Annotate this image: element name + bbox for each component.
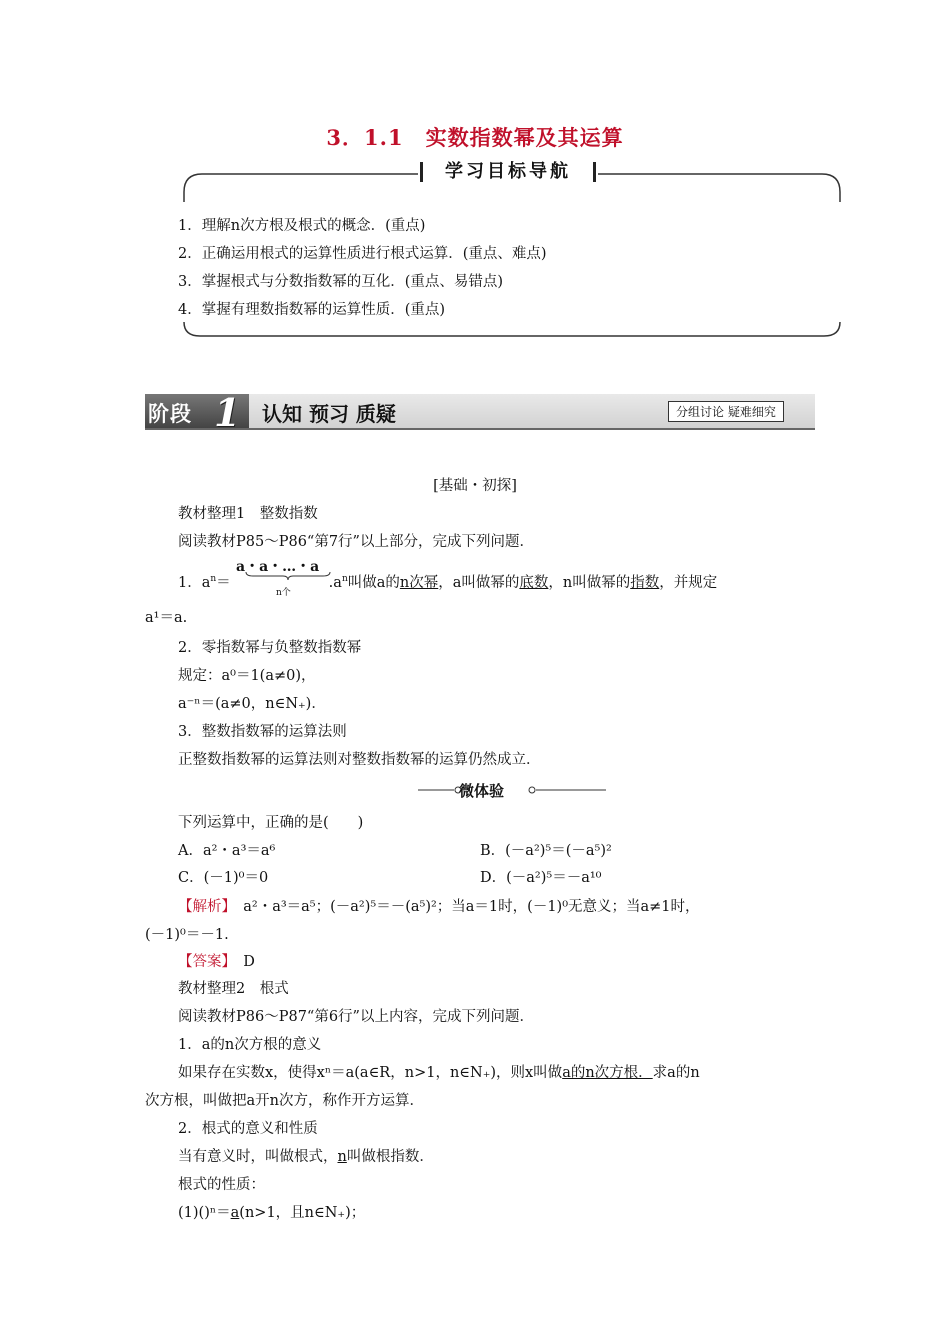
underbrace bbox=[245, 571, 331, 581]
micro-experience-divider bbox=[418, 780, 608, 800]
goal-item: 3．掌握根式与分数指数幂的互化．(重点、易错点) bbox=[178, 274, 504, 290]
text-line: 当有意义时，叫做根式，n叫做根指数． bbox=[178, 1149, 434, 1165]
stage-word: 阶段 bbox=[148, 402, 192, 426]
analysis-label: 【解析】 bbox=[178, 899, 229, 915]
text-line: (－1)⁰＝－1. bbox=[145, 927, 229, 943]
goal-item: 1．理解n次方根及根式的概念．(重点) bbox=[178, 218, 426, 234]
text-line: 教材整理2 根式 bbox=[178, 981, 289, 997]
analysis-line: 【解析】 a²・a³＝a⁵；(－a²)⁵＝－(a⁵)²；当a＝1时，(－1)⁰无意义；当a≠1时， bbox=[178, 899, 700, 915]
answer-label: 【答案】 bbox=[178, 954, 229, 970]
text-line: 教材整理1 整数指数 bbox=[178, 506, 318, 522]
definition-line: 如果存在实数x，使得xⁿ＝a(a∈R，n>1，n∈N₊)，则x叫做a的n次方根．求a的n bbox=[178, 1065, 700, 1081]
goal-item: 2．正确运用根式的运算性质进行根式运算．(重点、难点) bbox=[178, 246, 547, 262]
option-a: A．a²・a³＝a⁶ bbox=[178, 843, 276, 859]
text-line: 1．a的n次方根的意义 bbox=[178, 1037, 322, 1053]
text-line: a⁻ⁿ＝(a≠0，n∈N₊)． bbox=[178, 696, 326, 712]
text-line: 次方根，叫做把a开n次方，称作开方运算． bbox=[145, 1093, 424, 1109]
goal-item: 4．掌握有理数指数幂的运算性质．(重点) bbox=[178, 302, 446, 318]
option-b: B．(－a²)⁵＝(－a⁵)² bbox=[480, 843, 612, 859]
question: 下列运算中，正确的是( ) bbox=[178, 815, 364, 831]
goals-header: 学习目标导航 bbox=[418, 158, 598, 186]
text-line: (1)()ⁿ＝a(n>1，且n∈N₊)； bbox=[178, 1205, 366, 1221]
definition-line: 1．$a^n= .a^n$叫做a的n次幂，a叫做幂的底数，n叫做幂的指数，并规定 bbox=[178, 574, 718, 591]
stage-tag: 分组讨论 疑难细究 bbox=[668, 401, 784, 422]
text-line: 阅读教材P85～P86“第7行”以上部分，完成下列问题． bbox=[178, 534, 534, 550]
option-c: C．(－1)⁰＝0 bbox=[178, 870, 269, 886]
text-line: 2．根式的意义和性质 bbox=[178, 1121, 318, 1137]
micro-experience-title: 微体验 bbox=[459, 782, 505, 800]
product-expression: a・a・…・a bbox=[236, 559, 320, 575]
section-tag: [基础・初探] bbox=[433, 478, 517, 494]
text-line: 规定：a⁰＝1(a≠0)， bbox=[178, 668, 316, 684]
answer-line: 【答案】 D bbox=[178, 954, 255, 970]
text-line: 2．零指数幂与负整数指数幂 bbox=[178, 640, 362, 656]
text-line: 正整数指数幂的运算法则对整数指数幂的运算仍然成立． bbox=[178, 752, 541, 768]
stage-number: 1 bbox=[214, 390, 241, 435]
option-d: D．(－a²)⁵＝－a¹⁰ bbox=[480, 870, 602, 886]
text-line: 根式的性质： bbox=[178, 1177, 265, 1193]
text-line: a¹＝a. bbox=[145, 610, 188, 626]
page-title: 3．1.1 实数指数幂及其运算 bbox=[326, 125, 624, 150]
text-line: 阅读教材P86～P87“第6行”以上内容，完成下列问题． bbox=[178, 1009, 534, 1025]
count-label: n个 bbox=[276, 588, 291, 598]
text-line: 3．整数指数幂的运算法则 bbox=[178, 724, 347, 740]
stage-title: 认知 预习 质疑 bbox=[262, 402, 396, 426]
